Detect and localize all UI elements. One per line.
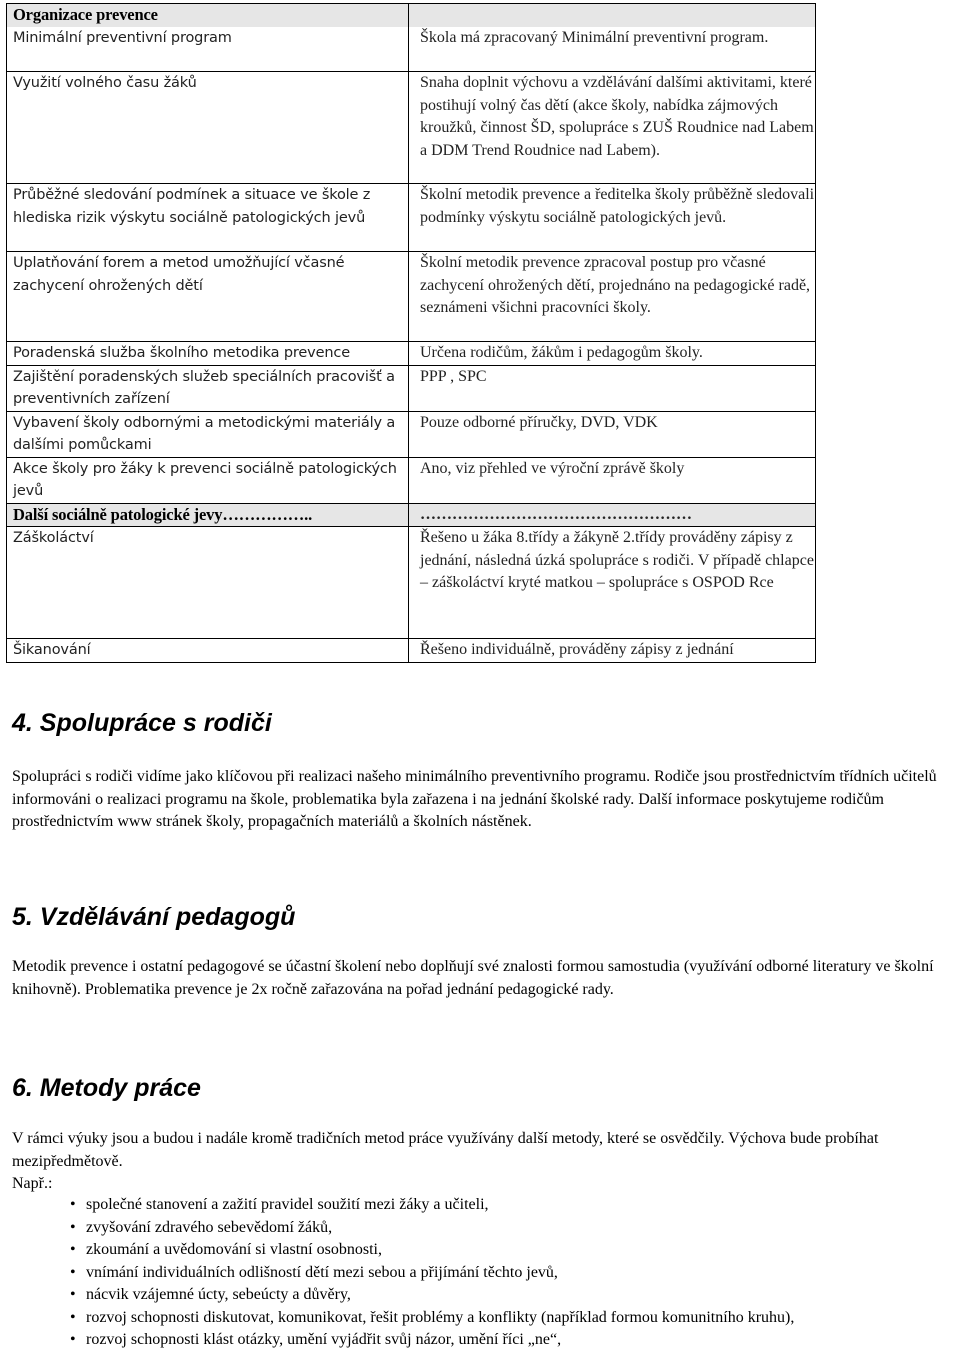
list-item: • zvyšování zdravého sebevědomí žáků,	[70, 1217, 794, 1240]
prevention-table	[6, 3, 816, 663]
table-header-cell	[7, 4, 409, 27]
row-value: Školní metodik prevence zpracoval postup pro včasné zachycení ohrožených dětí, projednáno na pedagogické radě, seznámeni všichni pracovníci školy.	[409, 252, 816, 342]
row-value: PPP , SPC	[409, 365, 816, 411]
row-label: Akce školy pro žáky k prevenci sociálně patologických jevů	[7, 457, 409, 503]
row-value: Školní metodik prevence a ředitelka školy průběžně sledovali podmínky výskytu sociálně patologických jevů.	[409, 184, 816, 252]
row-label: Záškoláctví	[7, 527, 409, 639]
row-value: Určena rodičům, žákům i pedagogům školy.	[409, 342, 816, 366]
section-6-heading: 6. Metody práce	[12, 1074, 201, 1102]
section-6-text: V rámci výuky jsou a budou i nadále kromě tradičních metod práce využívány další metody, které se osvědčily. Výchova bude probíhat mezipředmětově.	[12, 1130, 879, 1170]
table-header-row	[7, 4, 816, 27]
table-header-empty-cell	[409, 4, 816, 27]
table-row	[7, 342, 816, 366]
list-item: • rozvoj schopnosti klást otázky, umění vyjádřit svůj názor, umění říci „ne“,	[70, 1329, 794, 1352]
row-label: Využití volného času žáků	[7, 72, 409, 184]
example-label: Např.:	[12, 1175, 53, 1192]
row-value: Řešeno individuálně, prováděny zápisy z jednání	[409, 639, 816, 663]
table-row	[7, 457, 816, 503]
row-label: Minimální preventivní program	[7, 27, 409, 72]
methods-list	[70, 1194, 794, 1352]
row-value: Ano, viz přehled ve výroční zprávě školy	[409, 457, 816, 503]
list-item: • společné stanovení a zažití pravidel soužití mezi žáky a učiteli,	[70, 1194, 794, 1217]
row-label: Šikanování	[7, 639, 409, 663]
table-row	[7, 365, 816, 411]
list-item: • zkoumání a uvědomování si vlastní osobnosti,	[70, 1239, 794, 1262]
list-item: • nácvik vzájemné úcty, sebeúcty a důvěry,	[70, 1284, 794, 1307]
table-row	[7, 184, 816, 252]
subheader-value: ……………………………………………	[409, 503, 816, 527]
row-label: Průběžné sledování podmínek a situace ve škole z hlediska rizik výskytu sociálně patologických jevů	[7, 184, 409, 252]
section-4-text: Spolupráci s rodiči vidíme jako klíčovou při realizaci našeho minimálního preventivního programu. Rodiče jsou prostřednictvím třídních učitelů informováni o realizaci programu na škole, problematika byla zařazena i na jednání školské rady. Další informace poskytujeme rodičům prostřednictvím www stránek školy, propagačních materiálů a školních nástěnek.	[12, 768, 937, 830]
section-5-text: Metodik prevence i ostatní pedagogové se účastní školení nebo doplňují své znalosti formou samostudia (využívání odborné literatury ve školní knihovně). Problematika prevence je 2x ročně zařazována na pořad jednání pedagogické rady.	[12, 958, 934, 998]
table-row	[7, 27, 816, 72]
table-row	[7, 252, 816, 342]
section-5-heading: 5. Vzdělávání pedagogů	[12, 903, 296, 931]
list-item: • vnímání individuálních odlišností dětí mezi sebou a přijímání těchto jevů,	[70, 1262, 794, 1285]
row-value: Pouze odborné příručky, DVD, VDK	[409, 411, 816, 457]
subheader-label: Další sociálně patologické jevy……………..	[7, 503, 409, 527]
table-row	[7, 411, 816, 457]
section-4-heading: 4. Spolupráce s rodiči	[12, 709, 272, 737]
list-item: • rozvoj schopnosti diskutovat, komunikovat, řešit problémy a konflikty (například formou komunitního kruhu),	[70, 1307, 794, 1330]
row-label: Vybavení školy odbornými a metodickými materiály a dalšími pomůckami	[7, 411, 409, 457]
row-value: Škola má zpracovaný Minimální preventivní program.	[409, 27, 816, 72]
table-header: Organizace prevence	[13, 5, 158, 24]
table-row	[7, 72, 816, 184]
row-label: Poradenská služba školního metodika prevence	[7, 342, 409, 366]
row-label: Zajištění poradenských služeb speciálních pracovišť a preventivních zařízení	[7, 365, 409, 411]
row-value: Snaha doplnit výchovu a vzdělávání dalšími aktivitami, které postihují volný čas dětí (akce školy, nabídka zájmových kroužků, činnost ŠD, spolupráce s ZUŠ Roudnice nad Labem a DDM Trend Roudnice nad Labem).	[409, 72, 816, 184]
row-label: Uplatňování forem a metod umožňující včasné zachycení ohrožených dětí	[7, 252, 409, 342]
row-value: Řešeno u žáka 8.třídy a žákyně 2.třídy prováděny zápisy z jednání, následná úzká spolupráce s rodiči. V případě chlapce – záškoláctví kryté matkou – spolupráce s OSPOD Rce	[409, 527, 816, 639]
table-row	[7, 527, 816, 639]
table-subheader-row	[7, 503, 816, 527]
table-row	[7, 639, 816, 663]
